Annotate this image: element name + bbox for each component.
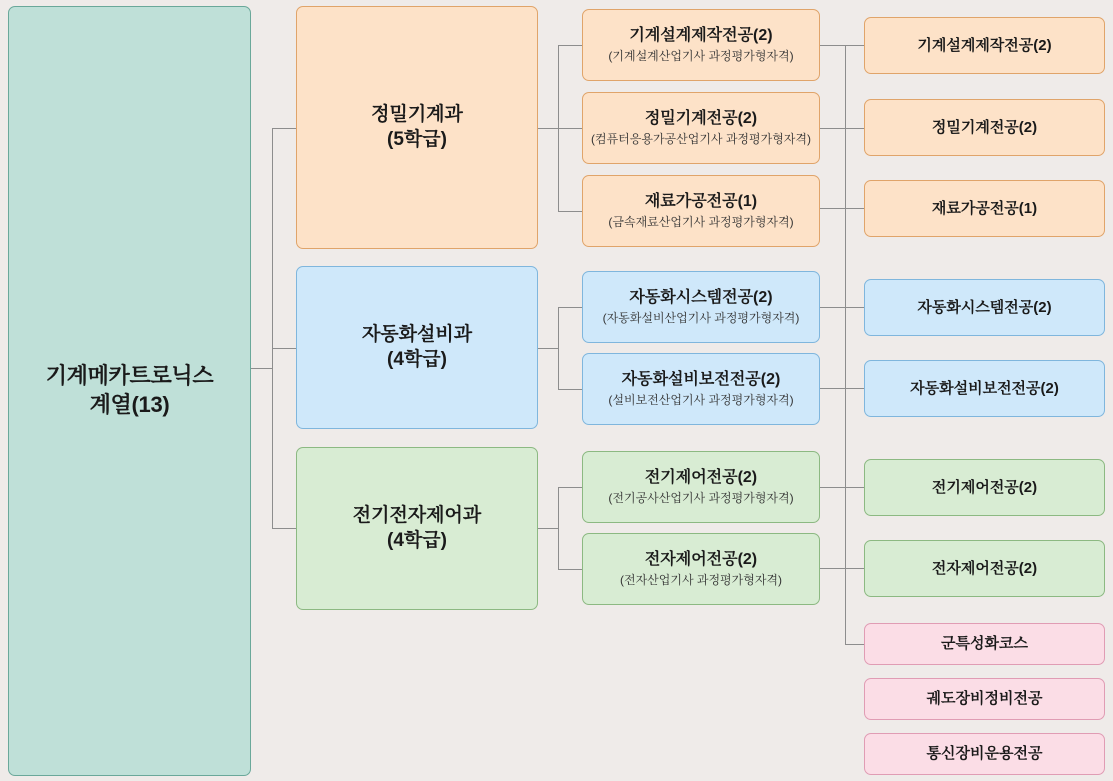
major-2-title: 정밀기계전공(2) <box>644 109 758 127</box>
major-3-subtitle: (금속재료산업기사 과정평가형자격) <box>608 214 794 229</box>
connector-right-2 <box>820 128 864 129</box>
connector-dept-trunk <box>272 128 273 528</box>
right-1-title: 기계설계제작전공(2) <box>917 36 1052 54</box>
connector-dept-2 <box>272 348 296 349</box>
right-node-10[interactable] <box>864 733 1105 775</box>
connector-dept-1 <box>272 128 296 129</box>
right-node-1[interactable] <box>864 17 1105 74</box>
major-3-title: 재료가공전공(1) <box>644 192 758 210</box>
connector-right-4 <box>820 307 864 308</box>
department-3-line2: (4학급) <box>387 529 447 551</box>
major-6-subtitle: (전기공사산업기사 과정평가형자격) <box>608 490 794 505</box>
connector-major-7 <box>558 569 582 570</box>
right-5-title: 자동화설비보전전공(2) <box>910 379 1059 397</box>
right-node-2[interactable] <box>864 99 1105 156</box>
major-1-title: 기계설계제작전공(2) <box>629 26 773 44</box>
right-node-8[interactable] <box>864 623 1105 665</box>
major-node-5[interactable] <box>582 353 820 425</box>
connector-dept1-out <box>538 128 558 129</box>
connector-right-5 <box>820 388 864 389</box>
department-1-line2: (5학급) <box>387 128 447 150</box>
major-4-title: 자동화시스템전공(2) <box>629 288 773 306</box>
connector-major-trunk-3 <box>558 487 559 569</box>
department-1-line1: 정밀기계과 <box>371 103 463 125</box>
department-2-line2: (4학급) <box>387 348 447 370</box>
connector-right-3 <box>820 208 864 209</box>
right-3-title: 재료가공전공(1) <box>931 199 1038 217</box>
major-2-subtitle: (컴퓨터응용가공산업기사 과정평가형자격) <box>591 131 811 146</box>
right-7-title: 전자제어전공(2) <box>931 559 1038 577</box>
connector-dept2-out <box>538 348 558 349</box>
major-6-title: 전기제어전공(2) <box>644 468 758 486</box>
root-label-line2: 계열(13) <box>89 392 170 417</box>
right-node-7[interactable] <box>864 540 1105 597</box>
right-8-title: 군특성화코스 <box>941 635 1028 653</box>
right-node-6[interactable] <box>864 459 1105 516</box>
department-2-line1: 자동화설비과 <box>361 323 473 345</box>
connector-right-1 <box>820 45 864 46</box>
right-node-4[interactable] <box>864 279 1105 336</box>
connector-major-3 <box>558 211 582 212</box>
major-node-1[interactable] <box>582 9 820 81</box>
major-5-subtitle: (설비보전산업기사 과정평가형자격) <box>608 392 794 407</box>
connector-right-8 <box>845 644 864 645</box>
department-node-2[interactable] <box>296 266 538 429</box>
right-4-title: 자동화시스템전공(2) <box>917 298 1052 316</box>
connector-right-trunk <box>845 45 846 644</box>
connector-root-out <box>250 368 272 369</box>
connector-right-6 <box>820 487 864 488</box>
department-node-1[interactable] <box>296 6 538 249</box>
right-node-5[interactable] <box>864 360 1105 417</box>
connector-right-7 <box>820 568 864 569</box>
connector-major-5 <box>558 389 582 390</box>
major-5-title: 자동화설비보전전공(2) <box>621 370 781 388</box>
connector-major-1 <box>558 45 582 46</box>
right-node-3[interactable] <box>864 180 1105 237</box>
root-label-line1: 기계메카트로닉스 <box>45 363 214 389</box>
major-node-4[interactable] <box>582 271 820 343</box>
major-node-3[interactable] <box>582 175 820 247</box>
connector-dept-3 <box>272 528 296 529</box>
major-7-subtitle: (전자산업기사 과정평가형자격) <box>619 572 783 587</box>
major-7-title: 전자제어전공(2) <box>644 550 758 568</box>
connector-dept3-out <box>538 528 558 529</box>
department-node-3[interactable] <box>296 447 538 610</box>
major-node-2[interactable] <box>582 92 820 164</box>
major-4-subtitle: (자동화설비산업기사 과정평가형자격) <box>602 310 800 325</box>
department-3-line1: 전기전자제어과 <box>352 504 482 526</box>
right-9-title: 궤도장비정비전공 <box>926 690 1043 708</box>
root-node[interactable] <box>8 6 251 776</box>
major-1-subtitle: (기계설계산업기사 과정평가형자격) <box>608 48 794 63</box>
right-6-title: 전기제어전공(2) <box>931 478 1038 496</box>
right-node-9[interactable] <box>864 678 1105 720</box>
right-2-title: 정밀기계전공(2) <box>931 118 1038 136</box>
major-node-7[interactable] <box>582 533 820 605</box>
connector-major-4 <box>558 307 582 308</box>
connector-major-2 <box>558 128 582 129</box>
connector-major-6 <box>558 487 582 488</box>
right-10-title: 통신장비운용전공 <box>926 745 1043 763</box>
major-node-6[interactable] <box>582 451 820 523</box>
connector-major-trunk-2 <box>558 307 559 389</box>
